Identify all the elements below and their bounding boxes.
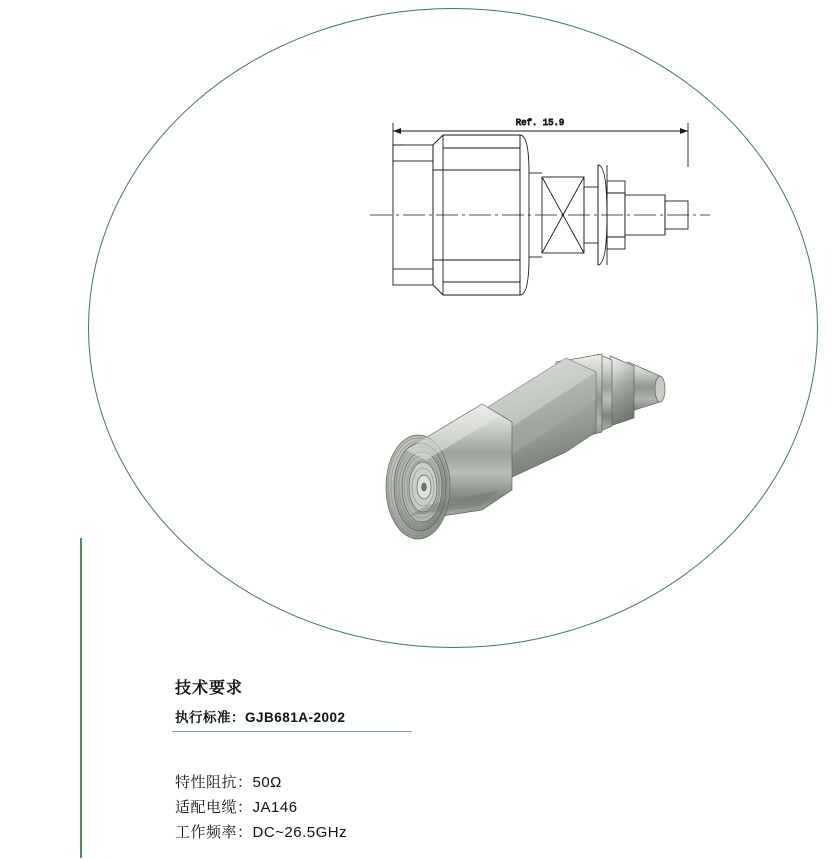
spec-item-cable: 适配电缆：JA146	[175, 799, 298, 816]
spec-underline	[172, 731, 412, 732]
spec-vertical-rule	[80, 538, 82, 858]
connector-3d-render	[360, 340, 700, 630]
spec-list	[175, 770, 347, 845]
spec-title: 技术要求	[175, 680, 244, 697]
spec-standard: 执行标准：GJB681A-2002	[175, 710, 346, 725]
dimension-label: Ref. 15.9	[515, 118, 565, 128]
spec-item-impedance: 特性阻抗：50Ω	[175, 774, 282, 791]
connector-line-drawing	[330, 95, 750, 335]
spec-item-frequency: 工作频率：DC~26.5GHz	[175, 824, 348, 841]
